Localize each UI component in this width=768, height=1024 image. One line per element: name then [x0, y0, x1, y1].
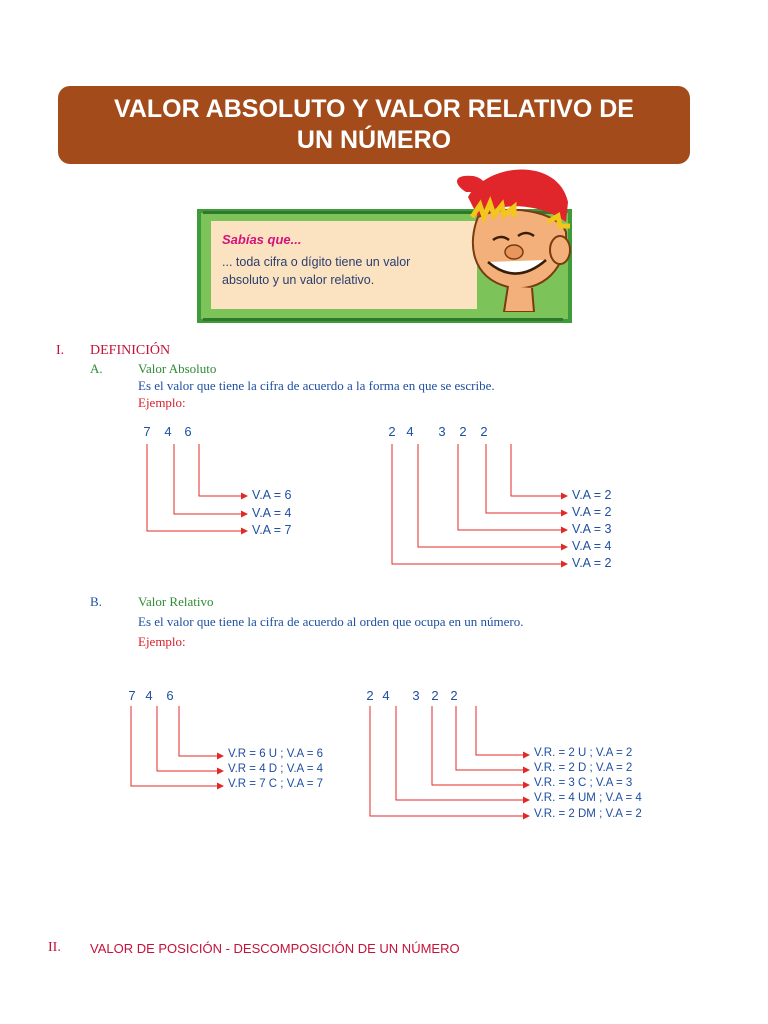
exA2-label: V.A = 3	[572, 522, 612, 536]
exA2-label: V.A = 4	[572, 539, 612, 553]
exA2-digit: 4	[406, 424, 414, 439]
exB1-arrowhead	[217, 753, 224, 760]
exA2-label: V.A = 2	[572, 488, 612, 502]
exA1-label: V.A = 4	[252, 506, 292, 520]
exB1-arrowhead	[217, 783, 224, 790]
exB1-label: V.R = 7 C ; V.A = 7	[228, 778, 324, 790]
exB2-arrow-line	[476, 706, 524, 755]
exB2-arrow-line	[432, 706, 524, 785]
exB2-arrowhead	[523, 767, 530, 774]
section-2-title: VALOR DE POSICIÓN - DESCOMPOSICIÓN DE UN NÚMERO	[90, 941, 460, 956]
exA1-digit: 4	[164, 424, 172, 439]
exA1-label: V.A = 7	[252, 523, 292, 537]
title-line-2: UN NÚMERO	[296, 126, 452, 154]
part-b-example-label: Ejemplo:	[138, 634, 186, 649]
section-1-number: I.	[56, 343, 65, 358]
part-a-description: Es el valor que tiene la cifra de acuerdo a la forma en que se escribe.	[138, 378, 495, 393]
exB1-arrow-line	[131, 706, 218, 786]
exA2-arrowhead	[561, 510, 568, 517]
exA1-digit: 6	[184, 424, 192, 439]
exB2-arrowhead	[523, 797, 530, 804]
exB1-arrow-line	[157, 706, 218, 771]
sabias-line-2: absoluto y un valor relativo.	[222, 273, 375, 287]
exA1-arrow-line	[174, 444, 242, 514]
exA2-arrow-line	[486, 444, 562, 513]
exA2-arrowhead	[561, 561, 568, 568]
exA1-arrow-line	[199, 444, 242, 496]
exB1-label: V.R = 4 D ; V.A = 4	[228, 763, 324, 775]
exB2-digit: 2	[450, 688, 458, 703]
exA2-label: V.A = 2	[572, 505, 612, 519]
sabias-line-1: ... toda cifra o dígito tiene un valor	[222, 255, 411, 269]
exB2-digit: 4	[382, 688, 390, 703]
part-a-title: Valor Absoluto	[138, 361, 217, 376]
exA2-digit: 3	[438, 424, 446, 439]
exB2-arrowhead	[523, 752, 530, 759]
exB1-digit: 6	[166, 688, 174, 703]
exB2-label: V.R. = 2 DM ; V.A = 2	[534, 808, 642, 820]
exA1-digit: 7	[143, 424, 151, 439]
section-2-number: II.	[48, 940, 61, 955]
part-a-letter: A.	[90, 361, 103, 376]
exA2-digit: 2	[388, 424, 396, 439]
exB2-arrowhead	[523, 813, 530, 820]
exB1-digit: 4	[145, 688, 153, 703]
exA1-label: V.A = 6	[252, 488, 292, 502]
exB1-label: V.R = 6 U ; V.A = 6	[228, 748, 324, 760]
exA2-arrowhead	[561, 544, 568, 551]
part-b-letter: B.	[90, 594, 102, 609]
exA2-digit: 2	[480, 424, 488, 439]
exB2-label: V.R. = 4 UM ; V.A = 4	[534, 792, 642, 804]
exB2-digit: 3	[412, 688, 420, 703]
exA1-arrowhead	[241, 528, 248, 535]
exA2-arrowhead	[561, 493, 568, 500]
exB2-digit: 2	[366, 688, 374, 703]
sabias-title: Sabías que...	[222, 232, 302, 247]
exA2-arrow-line	[458, 444, 562, 530]
exB1-arrow-line	[179, 706, 218, 756]
exB2-label: V.R. = 2 D ; V.A = 2	[534, 762, 633, 774]
exB2-arrow-line	[396, 706, 524, 800]
title-line-1: VALOR ABSOLUTO Y VALOR RELATIVO DE	[114, 95, 634, 123]
exB2-label: V.R. = 2 U ; V.A = 2	[534, 747, 633, 759]
exA2-arrowhead	[561, 527, 568, 534]
section-1-title: DEFINICIÓN	[90, 343, 171, 358]
exA2-digit: 2	[459, 424, 467, 439]
exB2-arrowhead	[523, 782, 530, 789]
exA1-arrowhead	[241, 493, 248, 500]
part-b-title: Valor Relativo	[138, 594, 214, 609]
exB2-label: V.R. = 3 C ; V.A = 3	[534, 777, 633, 789]
exA1-arrow-line	[147, 444, 242, 531]
exB1-digit: 7	[128, 688, 136, 703]
exB2-arrow-line	[456, 706, 524, 770]
exA2-label: V.A = 2	[572, 556, 612, 570]
part-a-example-label: Ejemplo:	[138, 395, 186, 410]
exB1-arrowhead	[217, 768, 224, 775]
part-b-description: Es el valor que tiene la cifra de acuerdo al orden que ocupa en un número.	[138, 614, 524, 629]
exA2-arrow-line	[511, 444, 562, 496]
exA1-arrowhead	[241, 511, 248, 518]
exB2-digit: 2	[431, 688, 439, 703]
